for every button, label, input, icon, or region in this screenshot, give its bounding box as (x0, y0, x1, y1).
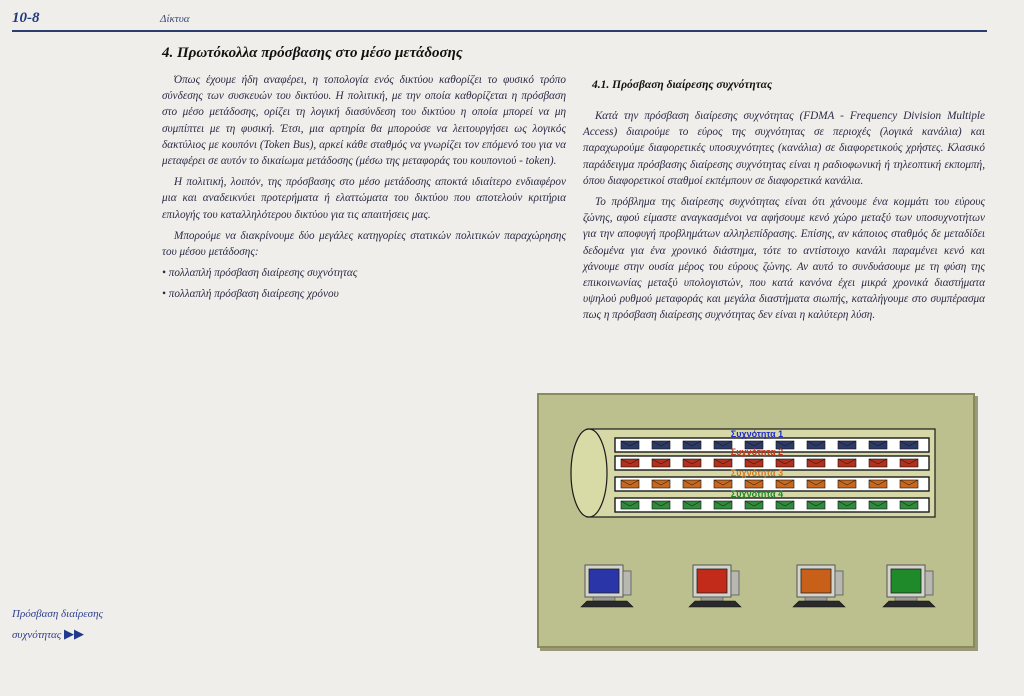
packet-envelope (807, 480, 825, 488)
right-column (583, 108, 985, 329)
paragraph: Κατά την πρόσβαση διαίρεσης συχνότητας (FDMA - Frequency Division Multiple Access) διαιρούμε το εύρος της συχνότητας σε περιοχές (λογικά κανάλια) και παραχωρούμε διαφορετικές υποσυχνότητες (κανάλια) σε διαφορετικούς χρήστες. Κλασικό παράδειγμα πρόσβασης διαίρεσης συχνότητας είναι η ραδιοφωνική ή τηλεοπτική εκπομπή, όπου διαφορετικοί σταθμοί εκπέμπουν σε διαφορετικά κανάλια. (583, 110, 985, 187)
bullet-item: • πολλαπλή πρόσβαση διαίρεσης συχνότητας (162, 267, 358, 280)
keyboard-icon (883, 601, 935, 607)
packet-envelope (776, 480, 794, 488)
computer-case (623, 571, 631, 595)
section-title: 4. Πρωτόκολλα πρόσβασης στο μέσο μετάδοσης (162, 45, 463, 61)
keyboard-icon (793, 601, 845, 607)
packet-envelope (683, 480, 701, 488)
packet-envelope (621, 480, 639, 488)
channel-label: Συχνότητα 4 (730, 489, 784, 499)
tube-opening (571, 429, 607, 517)
left-column (162, 72, 566, 308)
packet-envelope (652, 480, 670, 488)
channel-label: Συχνότητα 1 (730, 429, 784, 439)
page-header (12, 8, 987, 32)
running-title: Δίκτυα (160, 13, 190, 25)
packet-envelope (714, 441, 732, 449)
packet-envelope (838, 441, 856, 449)
packet-envelope (838, 459, 856, 467)
packet-envelope (776, 459, 794, 467)
packet-envelope (807, 441, 825, 449)
monitor-stand (895, 597, 917, 601)
paragraph: Η πολιτική, λοιπόν, της πρόσβασης στο μέσο μετάδοσης αποκτά ιδιαίτερο ενδιαφέρον μια και αναδεικνύει προτερήματα ή ελαττώματα του δικτύου που αποτελούν κριτήρια επιλογής του καταλληλότερου δικτύου για τις απαιτήσεις μας. (162, 176, 566, 221)
monitor-stand (805, 597, 827, 601)
keyboard-icon (689, 601, 741, 607)
packet-envelope (745, 501, 763, 509)
bullet-item: • πολλαπλή πρόσβαση διαίρεσης χρόνου (162, 288, 339, 301)
packet-envelope (745, 480, 763, 488)
computer-screen (891, 569, 921, 593)
packet-envelope (869, 441, 887, 449)
packet-envelope (838, 480, 856, 488)
double-arrow-icon: ▶▶ (64, 626, 85, 641)
packet-envelope (652, 459, 670, 467)
packet-envelope (652, 501, 670, 509)
packet-envelope (745, 459, 763, 467)
page-number: 10-8 (12, 10, 40, 26)
channel-label: Συχνότητα 2 (730, 447, 784, 457)
packet-envelope (621, 441, 639, 449)
packet-envelope (621, 459, 639, 467)
packet-envelope (900, 501, 918, 509)
computer-case (731, 571, 739, 595)
packet-envelope (807, 501, 825, 509)
packet-envelope (869, 501, 887, 509)
bullet-list (162, 265, 566, 302)
monitor-stand (593, 597, 615, 601)
channel-label: Συχνότητα 3 (730, 468, 784, 478)
packet-envelope (900, 459, 918, 467)
fdma-figure (537, 393, 975, 648)
packet-envelope (714, 501, 732, 509)
paragraph: Μπορούμε να διακρίνουμε δύο μεγάλες κατηγορίες στατικών πολιτικών παραχώρησης του μέσου μετάδοσης: (162, 229, 566, 259)
computer-screen (801, 569, 831, 593)
paragraph: Το πρόβλημα της διαίρεσης συχνότητας είναι ότι χάνουμε ένα κομμάτι του εύρους ζώνης, αφού είμαστε αναγκασμένοι να αφήσουμε κενό χώρο μεταξύ των υποσυχνοτήτων για την αποφυγή προβλημάτων αλληλεπίδρασης. Επίσης, αν κάποιος σταθμός δε μεταδίδει δεδομένα για ένα χρονικό διάστημα, τότε το αντίστοιχο κανάλι παραμένει κενό και χάνουμε στην ουσία μέρος του εύρους ζώνης. Αν αυτό το συνδυάσουμε με τη φύση της επικοινωνίας μεταξύ υπολογιστών, που κατά κανόνα έχει μικρά χρονικά διαστήματα υψηλού ρυθμού μεταφοράς και μεγάλα διαστήματα σιωπής, καταλήγουμε στο συμπέρασμα πως η πρόσβαση διαίρεσης συχνότητας δεν είναι η καλύτερη λύση. (583, 196, 985, 322)
monitor-stand (701, 597, 723, 601)
computer-screen (589, 569, 619, 593)
keyboard-icon (581, 601, 633, 607)
packet-envelope (869, 480, 887, 488)
packet-envelope (776, 501, 794, 509)
subsection-title: 4.1. Πρόσβαση διαίρεσης συχνότητας (592, 79, 773, 91)
packet-envelope (900, 441, 918, 449)
packet-envelope (900, 480, 918, 488)
packet-envelope (683, 459, 701, 467)
packet-envelope (714, 459, 732, 467)
packet-envelope (838, 501, 856, 509)
margin-note-text: Πρόσβαση διαίρεσης συχνότητας (12, 608, 103, 641)
computer-screen (697, 569, 727, 593)
packet-envelope (869, 459, 887, 467)
packet-envelope (652, 441, 670, 449)
packet-envelope (683, 501, 701, 509)
fdma-diagram (539, 395, 973, 646)
packet-envelope (714, 480, 732, 488)
computer-case (925, 571, 933, 595)
packet-envelope (807, 459, 825, 467)
packet-envelope (683, 441, 701, 449)
margin-note (12, 604, 152, 645)
paragraph: Όπως έχουμε ήδη αναφέρει, η τοπολογία ενός δικτύου καθορίζει το φυσικό τρόπο σύνδεσης των συσκευών του δικτύου. Η πολιτική, με την οποία καθορίζεται η πρόσβαση στο μέσο μετάδοσης, ορίζει τη λογική διασύνδεση του δικτύου η οποία μπορεί να μη συμπίπτει με τη φυσική. Έτσι, μια αρτηρία θα μπορούσε να λειτουργήσει ως λογικός δακτύλιος με κουπόνι (Token Bus), αρκεί κάθε σταθμός να γνωρίζει τον επόμενό του για να μεταφέρει σε αυτόν το δικαίωμα μετάδοσης (μέσω της μεταφοράς του κουπονιού - token). (162, 74, 566, 168)
computer-case (835, 571, 843, 595)
packet-envelope (621, 501, 639, 509)
